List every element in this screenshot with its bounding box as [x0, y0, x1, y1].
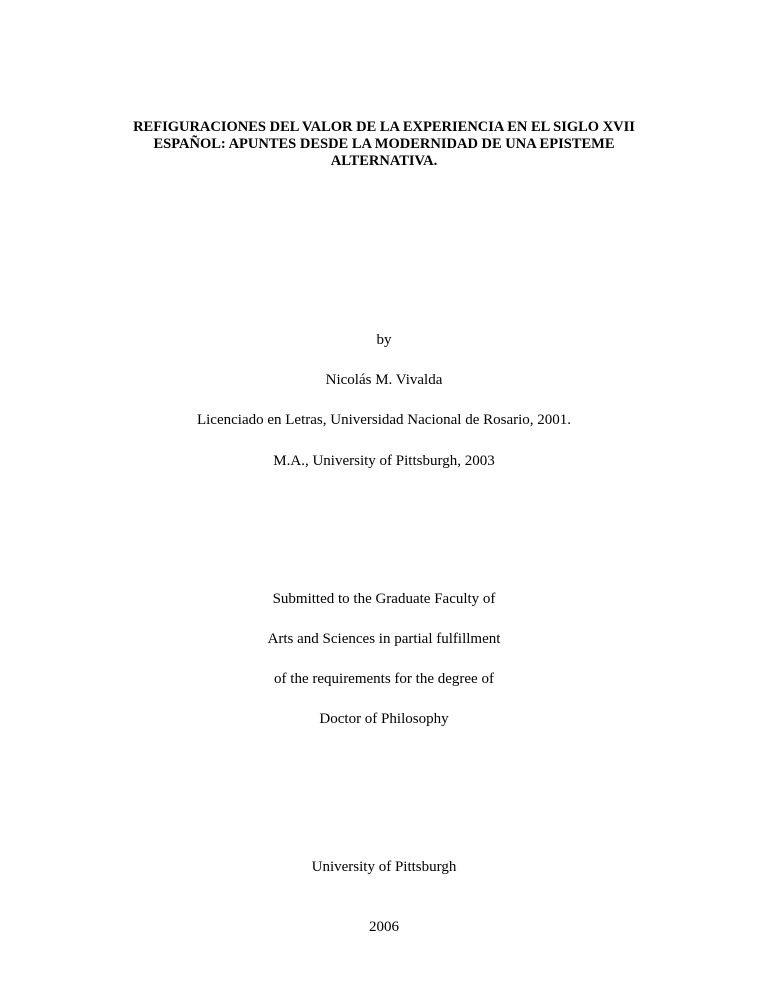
submission-line-2: Arts and Sciences in partial fulfillment	[267, 631, 501, 647]
thesis-title-line-2: ESPAÑOL: APUNTES DESDE LA MODERNIDAD DE UNA EPISTEME	[153, 136, 615, 152]
thesis-title-line-3: ALTERNATIVA.	[330, 153, 438, 169]
year: 2006	[369, 919, 399, 935]
thesis-title-line-1: REFIGURACIONES DEL VALOR DE LA EXPERIENCIA EN EL SIGLO XVII	[133, 119, 635, 135]
prior-degree-1: Licenciado en Letras, Universidad Nacional de Rosario, 2001.	[196, 412, 572, 428]
submission-line-1: Submitted to the Graduate Faculty of	[272, 591, 496, 607]
prior-degree-2: M.A., University of Pittsburgh, 2003	[273, 453, 495, 469]
by-label: by	[376, 332, 392, 348]
author-name: Nicolás M. Vivalda	[325, 372, 443, 388]
institution-name: University of Pittsburgh	[311, 859, 457, 875]
degree-name: Doctor of Philosophy	[319, 711, 449, 727]
submission-line-3: of the requirements for the degree of	[274, 671, 494, 687]
